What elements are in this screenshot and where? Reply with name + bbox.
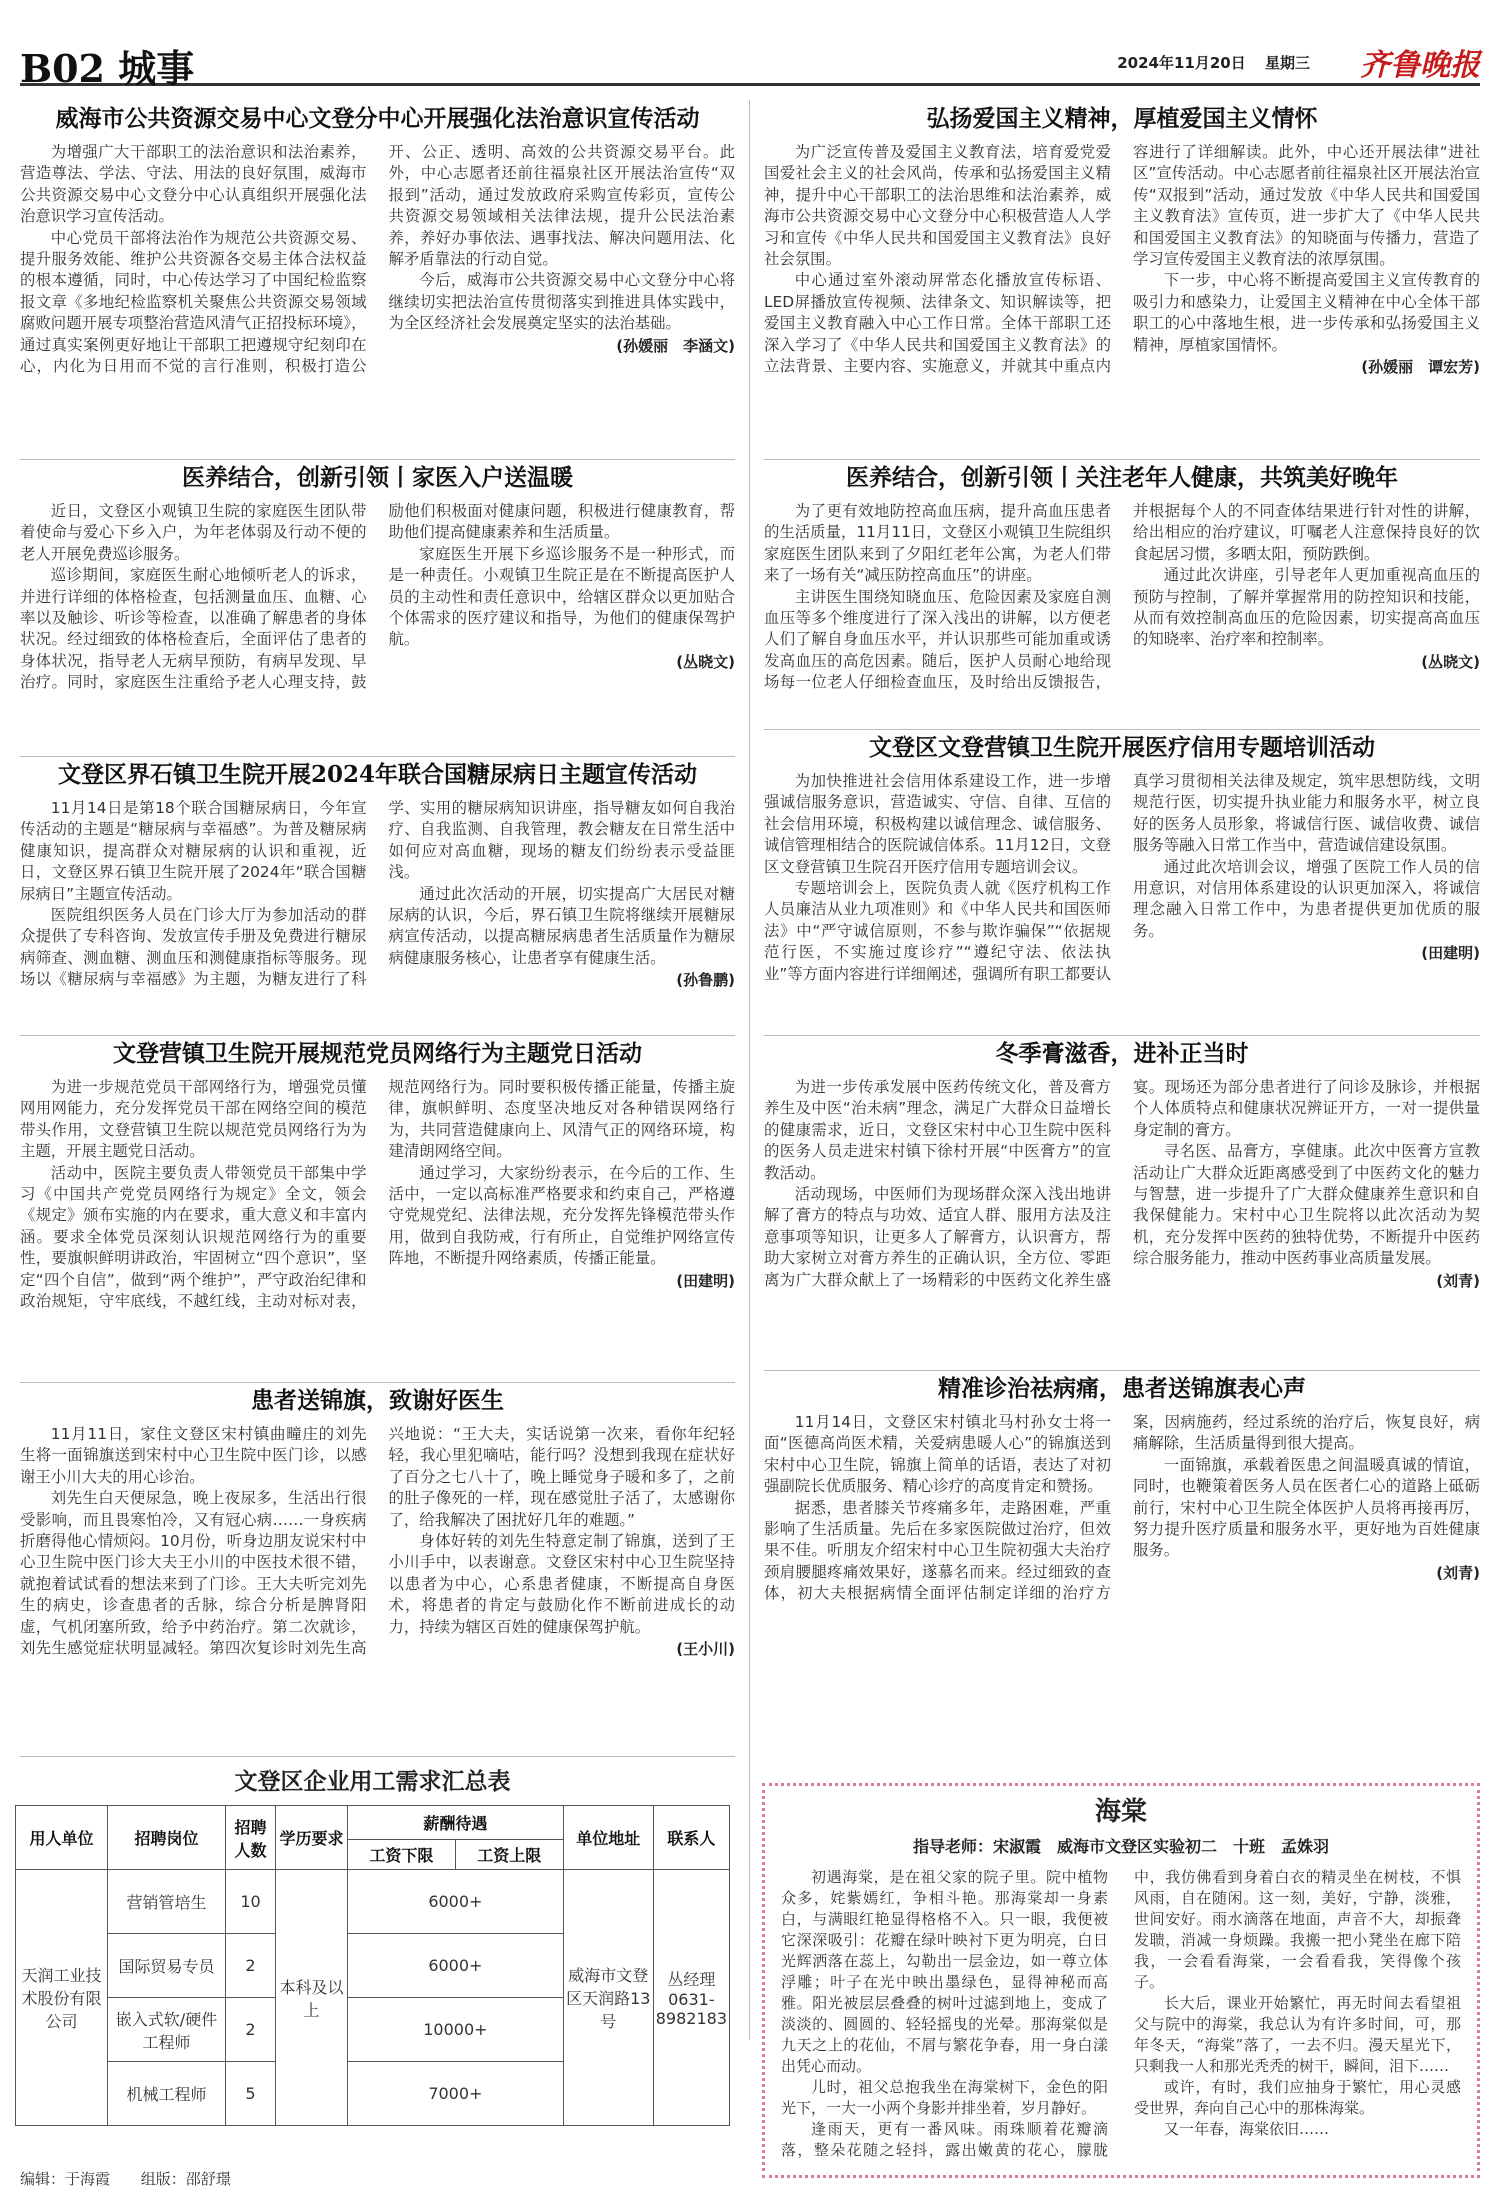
- article-winter-tonic: [764, 1039, 1480, 1367]
- divider: [764, 1370, 1480, 1371]
- col-address: 单位地址: [563, 1806, 653, 1870]
- page-header: [20, 38, 1480, 91]
- article-author: (田建明): [1421, 944, 1480, 963]
- poem-title: 海棠: [1094, 1797, 1147, 1827]
- divider: [764, 459, 1480, 460]
- col-salary: 薪酬待遇: [348, 1806, 564, 1840]
- divider: [20, 1035, 735, 1036]
- article-credit-training: [764, 733, 1480, 1033]
- table-row: 机械工程师 5 7000+: [16, 2062, 730, 2126]
- section-title: B02 城事: [20, 46, 195, 91]
- article-title: 医养结合，创新引领丨家医入户送温暖: [182, 464, 573, 491]
- article-body: 为进一步传承发展中医药传统文化，普及膏方养生及中医“治未病”理念，满足广大群众日益增长的健康需求，近日，文登区宋村中心卫生院中医科的医务人员走进宋村镇下徐村开展“中医膏方”的宣教活动。 活动现场，中医师们为现场群众深入浅出地讲解了膏方的特点与功效、适宜人群、服用方法及注意事项等知识，让更多人了解膏方，认识膏方，帮助大家树立对膏方养生的正确认识，全方位、零距离为广大群众献上了一场精彩的中医药文化养生盛宴。现场还为部分患者进行了问诊及脉诊，并根据个人体质特点和健康状况辨证开方，一对一提供量身定制的膏方。 寻名医、品膏方，享健康。此次中医膏方宣教活动让广大群众近距离感受到了中医药文化的魅力与智慧，进一步提升了广大群众健康养生意识和自我保健能力。宋村中心卫生院将以此次活动为契机，充分发挥中医药的独特优势，不断提升中医药综合服务能力，推动中医药事业高质量发展。 (刘青): [764, 1077, 1480, 1292]
- divider: [20, 459, 735, 460]
- col-unit: 用人单位: [16, 1806, 108, 1870]
- article-author: (孙媛丽 谭宏芳): [1361, 358, 1480, 377]
- divider: [20, 1756, 735, 1757]
- article-author: (孙媛丽 李涵文): [616, 336, 735, 355]
- article-body: 为加快推进社会信用体系建设工作，进一步增强诚信服务意识，营造诚实、守信、自律、互信的社会信用环境，积极构建以诚信理念、诚信服务、诚信管理相结合的医院诚信体系。11月12日，文登区文登营镇卫生院召开医疗信用专题培训会议。 专题培训会上，医院负责人就《医疗机构工作人员廉洁从业九项准则》和《中华人民共和国医师法》中“严守诚信原则，不参与欺诈骗保”“依据规范行医，不实施过度诊疗”“遵纪守法、依法执业”等方面内容进行详细阐述，强调所有职工都要认真学习贯彻相关法律及规定，筑牢思想防线，文明规范行医，切实提升执业能力和服务水平，树立良好的医务人员形象，将诚信行医、诚信收费、诚信服务等融入日常工作当中，营造诚信建设氛围。 通过此次培训会议，增强了医院工作人员的信用意识，对信用体系建设的认识更加深入，将诚信理念融入日常工作中，为患者提供更加优质的服务。 (田建明): [764, 772, 1480, 983]
- table-title: 文登区企业用工需求汇总表: [234, 1768, 511, 1795]
- article-author: (孙鲁鹏): [676, 971, 735, 990]
- col-count: 招聘人数: [226, 1806, 276, 1870]
- article-banner-thanks: [20, 1386, 735, 1751]
- date-line: [1103, 52, 1310, 73]
- article-author: (丛晓文): [1421, 652, 1480, 671]
- article-body: 11月11日，家住文登区宋村镇曲疃庄的刘先生将一面锦旗送到宋村中心卫生院中医门诊，以感谢王小川大夫的用心诊治。 刘先生白天便尿急，晚上夜尿多，生活出行很受影响，而且畏寒怕冷，又有冠心病……一身疾病折磨得他心情烦闷。10月份，听身边朋友说宋村中心卫生院中医门诊大夫王小川的中医技术很不错，就抱着试试看的想法来到了门诊。王大夫听完刘先生的病史，诊查患者的舌脉，综合分析是脾肾阳虚，气机闭塞所致，给予中药治疗。第二次就诊，刘先生感觉症状明显减轻。第四次复诊时刘先生高兴地说：“王大夫，实话说第一次来，看你年纪轻轻，我心里犯嘀咕，能行吗？没想到我现在症状好了百分之七八十了，晚上睡觉身子暖和多了，之前的肚子像死的一样，现在感觉肚子活了，太感谢你了，给我解决了困扰好几年的难题。” 身体好转的刘先生特意定制了锦旗，送到了王小川手中，以表谢意。文登区宋村中心卫生院坚持以患者为中心，心系患者健康，不断提高自身医术，将患者的肯定与鼓励化作不断前进成长的动力，持续为辖区百姓的健康保驾护航。 (王小川): [20, 1424, 735, 1660]
- article-legal-awareness: [20, 104, 735, 456]
- article-body: 为进一步规范党员干部网络行为，增强党员懂网用网能力，充分发挥党员干部在网络空间的模范带头作用，文登营镇卫生院以规范党员网络行为为主题，开展主题党日活动。 活动中，医院主要负责人带领党员干部集中学习《中国共产党党员网络行为规定》全文，领会《规定》颁布实施的内在要求，重大意义和丰富内涵。要求全体党员深刻认识规范网络行为的重要性，要旗帜鲜明讲政治，牢固树立“四个意识”，坚定“四个自信”，做到“两个维护”，严守政治纪律和政治规矩，守牢底线，不越红线，主动对标对表，规范网络行为。同时要积极传播正能量，传播主旋律，旗帜鲜明、态度坚决地反对各种错误网络行为，共同营造健康向上、风清气正的网络环境，构建清朗网络空间。 通过学习，大家纷纷表示，在今后的工作、生活中，一定以高标准严格要求和约束自己，严格遵守党规党纪、法律法规，充分发挥先锋模范带头作用，做到自我防戒，行有所止，自觉维护网络宣传阵地，不断提升网络素质，传播正能量。 (田建明): [20, 1078, 735, 1311]
- article-precise-treatment: [764, 1374, 1480, 1639]
- contact-value: 丛经理 0631-8982183: [653, 1870, 729, 2126]
- page-footer: [20, 2168, 257, 2189]
- article-author: (丛晓文): [676, 652, 735, 671]
- divider: [20, 1382, 735, 1383]
- edu-value: 本科及以上: [276, 1870, 348, 2126]
- article-body: 11月14日是第18个联合国糖尿病日，今年宣传活动的主题是“糖尿病与幸福感”。为普及糖尿病健康知识，提高群众对糖尿病的认识和重视，近日，文登区界石镇卫生院开展了2024年“联合国糖尿病日”主题宣传活动。 医院组织医务人员在门诊大厅为参加活动的群众提供了专科咨询、发放宣传手册及免费进行糖尿病筛查、测血糖、测血压和测健康指标等服务。现场以《糖尿病与幸福感》为主题，为糖友进行了科学、实用的糖尿病知识讲座，指导糖友如何自我治疗、自我监测、自我管理，教会糖友在日常生活中如何应对高血糖，现场的糖友们纷纷表示受益匪浅。 通过此次活动的开展，切实提高广大居民对糖尿病的认识，今后，界石镇卫生院将继续开展糖尿病宣传活动，以提高糖尿病患者生活质量作为糖尿病健康服务核心，让患者享有健康生活。 (孙鲁鹏): [20, 798, 735, 992]
- article-title: 弘扬爱国主义精神，厚植爱国主义情怀: [926, 105, 1318, 132]
- article-body: 11月14日，文登区宋村镇北马村孙女士将一面“医德高尚医术精，关爱病患暖人心”的锦旗送到宋村中心卫生院，锦旗上简单的话语，表达了对初强副院长优质服务、精心诊疗的高度肯定和赞扬。 据悉，患者膝关节疼痛多年，走路困难，严重影响了生活质量。先后在多家医院做过治疗，但效果不佳。听朋友介绍宋村中心卫生院初强大夫治疗颈肩腰腿疼痛效果好，遂慕名而来。经过细致的查体，初大夫根据病情全面评估制定详细的治疗方案，因病施药，经过系统的治疗后，恢复良好，病痛解除，生活质量得到很大提高。 一面锦旗，承载着医患之间温暖真诚的情谊，同时，也鞭策着医务人员在医者仁心的道路上砥砺前行，宋村中心卫生院全体医护人员将再接再厉，努力提升医疗质量和服务水平，更好地为百姓健康服务。 (刘青): [764, 1413, 1480, 1603]
- article-home-visit: [20, 463, 735, 753]
- article-body: 为了更有效地防控高血压病，提升高血压患者的生活质量，11月11日，文登区小观镇卫生院组织家庭医生团队来到了夕阳红老年公寓，为老人们带来了一场有关“减压防控高血压”的讲座。 主讲医生围绕知晓血压、危险因素及家庭自测血压等多个维度进行了深入浅出的讲解，以方便老人们了解自身血压水平，并认识那些可能加重或诱发高血压的高危因素。随后，医护人员耐心地给现场每一位老人仔细检查血压，及时给出反馈报告，并根据每个人的不同查体结果进行针对性的讲解，给出相应的治疗建议，叮嘱老人注意保持良好的饮食起居习惯，多晒太阳，预防跌倒。 通过此次讲座，引导老年人更加重视高血压的预防与控制，了解并掌握常用的防控知识和技能，从而有效控制高血压的危险因素，切实提高高血压的知晓率、治疗率和控制率。 (丛晓文): [764, 502, 1480, 692]
- article-title: 文登区界石镇卫生院开展2024年联合国糖尿病日主题宣传活动: [57, 761, 697, 788]
- article-body: 近日，文登区小观镇卫生院的家庭医生团队带着使命与爱心下乡入户，为年老体弱及行动不便的老人开展免费巡诊服务。 巡诊期间，家庭医生耐心地倾听老人的诉求，并进行详细的体格检查，包括测量血压、血糖、心率以及触诊、听诊等检查，以准确了解患者的身体状况。经过细致的体格检查后，全面评估了患者的身体状况，指导老人无病早预防，有病早发现、早治疗。同时，家庭医生注重给予老人心理支持，鼓励他们积极面对健康问题，积极进行健康教育，帮助他们提高健康素养和生活质量。 家庭医生开展下乡巡诊服务不是一种形式，而是一种责任。小观镇卫生院正是在不断提高医护人员的主动性和责任意识中，给辖区群众以更加贴合个体需求的医疗建议和指导，为他们的健康保驾护航。 (丛晓文): [20, 502, 735, 692]
- article-title: 文登区文登营镇卫生院开展医疗信用专题培训活动: [869, 734, 1375, 761]
- article-author: (王小川): [676, 1640, 735, 1659]
- col-contact: 联系人: [653, 1806, 729, 1870]
- company-name: 天润工业技术股份有限公司: [16, 1870, 108, 2126]
- article-author: (刘青): [1436, 1563, 1480, 1582]
- col-position: 招聘岗位: [108, 1806, 226, 1870]
- col-salary-high: 工资上限: [455, 1840, 563, 1870]
- table-row: 国际贸易专员 2 6000+: [16, 1934, 730, 1998]
- article-patriotism: [764, 104, 1480, 456]
- newspaper-logo: 齐鲁晚报: [1360, 48, 1480, 83]
- company-address: 威海市文登区天润路13号: [563, 1870, 653, 2126]
- weekday: 星期三: [1264, 54, 1310, 72]
- column-divider: [749, 100, 750, 2040]
- editor-credit: 编辑：于海霞: [20, 2170, 111, 2188]
- divider: [20, 756, 735, 757]
- poem-body: 初遇海棠，是在祖父家的院子里。院中植物众多，姹紫嫣红，争相斗艳。那海棠却一身素白，与满眼红艳显得格格不入。只一眼，我便被它深深吸引：花瓣在绿叶映衬下更为明亮，白日光辉洒落在蕊上，勾勒出一层金边，如一尊立体浮雕；叶子在光中映出墨绿色，显得神秘而高雅。阳光被层层叠叠的树叶过滤到地上，变成了淡淡的、圆圆的、轻轻摇曳的光晕。那海棠似是九天之上的花仙，不屑与繁花争春，用一身白漾出凭心而动。 儿时，祖父总抱我坐在海棠树下，金色的阳光下，一大一小两个身影并排坐着，岁月静好。 逢雨天，更有一番风味。雨珠顺着花瓣滴落，整朵花随之轻抖，露出嫩黄的花心，朦胧中，我仿佛看到身着白衣的精灵坐在树枝，不惧风雨，自在随闲。这一刻，美好，宁静，淡雅，世间安好。雨水滴落在地面，声音不大，却振聋发聩，消减一身烦躁。我搬一把小凳坐在廊下陪我，一会看看海棠，一会看看我，笑得像个孩子。 长大后，课业开始繁忙，再无时间去看望祖父与院中的海棠，我总认为有许多时间，可，那年冬天，“海棠”落了，一去不归。漫天星光下，只剩我一人和那光秃秃的树干，瞬间，泪下…… 或许，有时，我们应抽身于繁忙，用心灵感受世界，奔向自己心中的那株海棠。 又一年春，海棠依旧……: [781, 1868, 1461, 2159]
- article-body: 为增强广大干部职工的法治意识和法治素养，营造尊法、学法、守法、用法的良好氛围，威海市公共资源交易中心文登分中心认真组织开展强化法治意识学习宣传活动。 中心党员干部将法治作为规范公共资源交易、提升服务效能、维护公共资源各交易主体合法权益的根本遵循，同时，中心传达学习了中国纪检监察报文章《多地纪检监察机关聚焦公共资源交易领域腐败问题开展专项整治营造风清气正招投标环境》，通过真实案例更好地让干部职工把遵规守纪刻印在心，内化为日用而不觉的言行准则，积极打造公开、公正、透明、高效的公共资源交易平台。此外，中心志愿者还前往福泉社区开展法治宣传“双报到”活动，通过发放政府采购宣传彩页，宣传公共资源交易领域相关法律法规，提升公民法治素养，养好办事依法、遇事找法、解决问题用法、化解矛盾靠法的行动自觉。 今后，威海市公共资源交易中心文登分中心将继续切实把法治宣传贯彻落实到推进具体实践中，为全区经济社会发展奠定坚实的法治基础。 (孙媛丽 李涵文): [20, 143, 735, 376]
- col-salary-low: 工资下限: [348, 1840, 456, 1870]
- poem-box: [762, 1783, 1480, 2178]
- date: 2024年11月20日: [1117, 54, 1246, 72]
- table-row: 天润工业技术股份有限公司 营销管培生 10 本科及以上 6000+ 威海市文登区天润路13号 丛经理 0631-8982183: [16, 1870, 730, 1934]
- job-table: [15, 1805, 730, 2126]
- article-diabetes-day: [20, 760, 735, 1032]
- table-row: 嵌入式软/硬件工程师 2 10000+: [16, 1998, 730, 2062]
- divider: [764, 1035, 1480, 1036]
- article-author: (刘青): [1436, 1271, 1480, 1290]
- layout-credit: 组版：邵舒璟: [140, 2170, 231, 2188]
- divider: [764, 729, 1480, 730]
- article-elderly-health: [764, 463, 1480, 753]
- article-party-day: [20, 1039, 735, 1379]
- poem-byline: 指导老师：宋淑霞 威海市文登区实验初二 十班 孟姝羽: [912, 1837, 1329, 1856]
- article-title: 冬季膏滋香，进补正当时: [995, 1040, 1249, 1067]
- article-author: (田建明): [676, 1271, 735, 1290]
- article-title: 医养结合，创新引领丨关注老年人健康，共筑美好晚年: [846, 464, 1398, 491]
- article-title: 文登营镇卫生院开展规范党员网络行为主题党日活动: [113, 1040, 642, 1067]
- article-title: 患者送锦旗，致谢好医生: [251, 1387, 504, 1414]
- job-demand-table-section: [15, 1767, 730, 2126]
- article-body: 为广泛宣传普及爱国主义教育法，培育爱党爱国爱社会主义的社会风尚，传承和弘扬爱国主义精神，提升中心干部职工的法治思维和法治素养，威海市公共资源交易中心文登分中心积极营造人人学习和宣传《中华人民共和国爱国主义教育法》良好社会氛围。 中心通过室外滚动屏常态化播放宣传标语、LED屏播放宣传视频、法律条文、知识解读等，把爱国主义教育融入中心工作日常。全体干部职工还深入学习了《中华人民共和国爱国主义教育法》的立法背景、主要内容、实施意义，并就其中重点内容进行了详细解读。此外，中心还开展法律“进社区”宣传活动。中心志愿者前往福泉社区开展法治宣传“双报到”活动，通过发放《中华人民共和国爱国主义教育法》宣传页，进一步扩大了《中华人民共和国爱国主义教育法》的知晓面与传播力，营造了学习宣传爱国主义教育法的浓厚氛围。 下一步，中心将不断提高爱国主义宣传教育的吸引力和感染力，让爱国主义精神在中心全体干部职工的心中落地生根，进一步传承和弘扬爱国主义精神，厚植家国情怀。 (孙媛丽 谭宏芳): [764, 142, 1480, 378]
- article-title: 威海市公共资源交易中心文登分中心开展强化法治意识宣传活动: [55, 105, 700, 132]
- article-title: 精准诊治祛病痛，患者送锦旗表心声: [938, 1375, 1306, 1402]
- col-edu: 学历要求: [276, 1806, 348, 1870]
